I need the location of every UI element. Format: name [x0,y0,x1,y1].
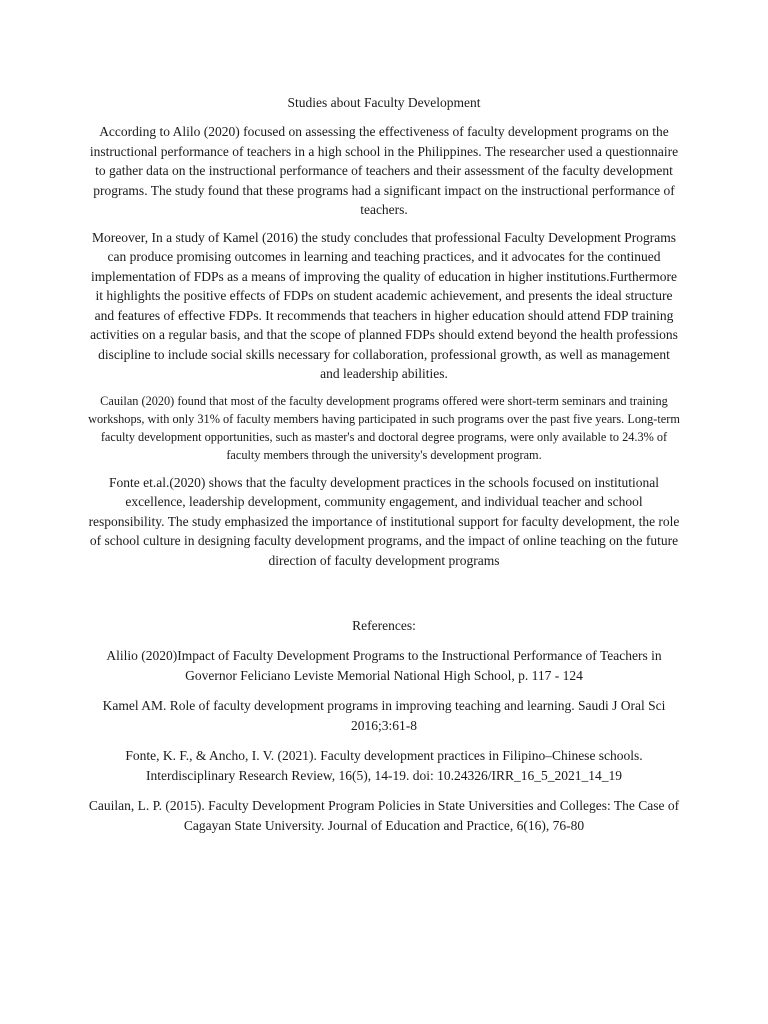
document-title: Studies about Faculty Development [287,95,481,110]
paragraph-fonte: Fonte et.al.(2020) shows that the faculty development practices in the schools focused on institutional excellence, leadership development, community engagement, and individual teacher and school responsibility. The study emphasized the importance of institutional support for faculty development, the role of school culture in designing faculty development programs, and the impact of online teaching on the future direction of faculty development programs [88,474,680,568]
document-page [88,93,680,846]
reference-item: Fonte, K. F., & Ancho, I. V. (2021). Faculty development practices in Filipino–Chinese schools. Interdisciplinary Research Review, 16(5), 14-19. doi: 10.24326/IRR_16_5_2021_14_19 [125,748,643,783]
section-spacer [88,578,680,616]
reference-item: Kamel AM. Role of faculty development programs in improving teaching and learning. Saudi J Oral Sci 2016;3:61-8 [102,698,666,733]
reference-item: Cauilan, L. P. (2015). Faculty Development Program Policies in State Universities and Colleges: The Case of Cagayan State University. Journal of Education and Practice, 6(16), 76-80 [88,798,680,833]
paragraph-kamel: Moreover, In a study of Kamel (2016) the study concludes that professional Faculty Development Programs can produce promising outcomes in learning and teaching practices, and it advocates for the continued implementation of FDPs as a means of improving the quality of education in higher institutions.Furthermore it highlights the positive effects of FDPs on student academic achievement, and presents the ideal structure and features of effective FDPs. It recommends that teachers in higher education should attend FDP training activities on a regular basis, and that the scope of planned FDPs should extend beyond the health professions discipline to include social skills necessary for collaboration, professional growth, as well as management and leadership abilities. [90,229,678,381]
references-heading: References: [352,618,416,633]
reference-item: Alilio (2020)Impact of Faculty Development Programs to the Instructional Performance of Teachers in Governor Feliciano Leviste Memorial National High School, p. 117 - 124 [106,648,662,683]
paragraph-cauilan: Cauilan (2020) found that most of the faculty development programs offered were short-term seminars and training workshops, with only 31% of faculty members having participated in such programs over the past five years. Long-term faculty development opportunities, such as master's and doctoral degree programs, were only available to 24.3% of faculty members through the university's development program. [88,393,680,462]
paragraph-alilo: According to Alilo (2020) focused on assessing the effectiveness of faculty development programs on the instructional performance of teachers in a high school in the Philippines. The researcher used a questionnaire to gather data on the instructional performance of teachers and their assessment of the faculty development programs. The study found that these programs had a significant impact on the instructional performance of teachers. [89,124,679,217]
